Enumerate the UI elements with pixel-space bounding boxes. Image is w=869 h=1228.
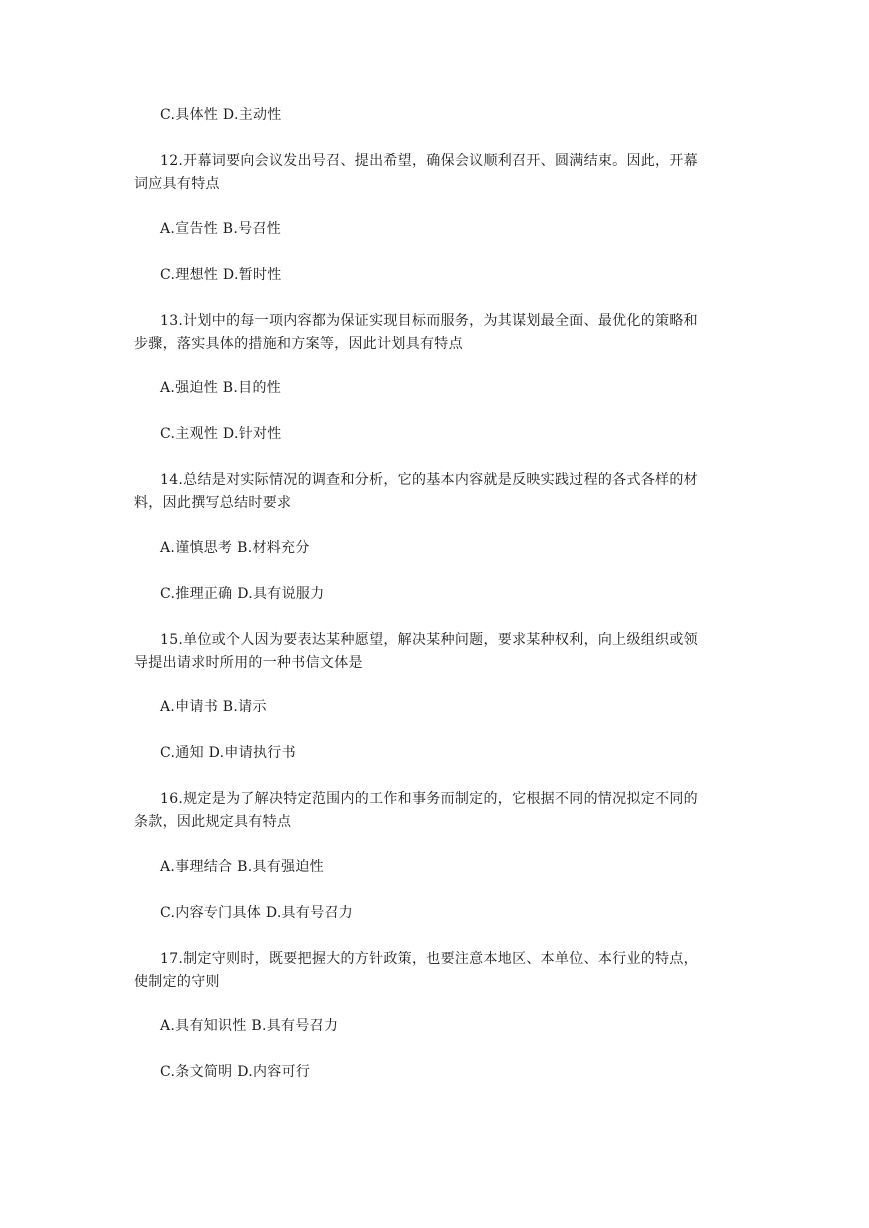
- option-line: C.主观性 D.针对性: [160, 426, 282, 442]
- option-line: A.申请书 B.请示: [160, 699, 267, 715]
- option-line: A.谨慎思考 B.材料充分: [160, 540, 310, 556]
- option-line: C.理想性 D.暂时性: [160, 267, 282, 283]
- option-line: A.宣告性 B.号召性: [160, 221, 282, 237]
- option-line: C.推理正确 D.具有说服力: [160, 586, 325, 602]
- question-stem: 12.开幕词要向会议发出号召、提出希望，确保会议顺利召开、圆满结束。因此，开幕: [160, 153, 698, 169]
- question-stem: 词应具有特点: [134, 176, 220, 192]
- question-stem: 料，因此撰写总结时要求: [134, 495, 292, 511]
- question-stem: 导提出请求时所用的一种书信文体是: [134, 655, 363, 671]
- question-stem: 16.规定是为了解决特定范围内的工作和事务而制定的，它根据不同的情况拟定不同的: [160, 791, 698, 807]
- question-stem: 条款，因此规定具有特点: [134, 814, 292, 830]
- question-stem: 17.制定守则时，既要把握大的方针政策，也要注意本地区、本单位、本行业的特点，: [160, 951, 698, 967]
- question-stem: 14.总结是对实际情况的调查和分析，它的基本内容就是反映实践过程的各式各样的材: [160, 472, 698, 488]
- option-line: C.内容专门具体 D.具有号召力: [160, 905, 354, 921]
- option-line: C.条文简明 D.内容可行: [160, 1064, 311, 1080]
- option-line: A.强迫性 B.目的性: [160, 380, 282, 396]
- option-line: A.具有知识性 B.具有号召力: [160, 1018, 339, 1034]
- question-stem: 13.计划中的每一项内容都为保证实现目标而服务，为其谋划最全面、最优化的策略和: [160, 313, 698, 329]
- option-line: C.具体性 D.主动性: [160, 107, 282, 123]
- option-line: A.事理结合 B.具有强迫性: [160, 859, 324, 875]
- option-line: C.通知 D.申请执行书: [160, 745, 296, 761]
- question-stem: 使制定的守则: [134, 974, 220, 990]
- question-stem: 步骤，落实具体的措施和方案等，因此计划具有特点: [134, 336, 463, 352]
- question-stem: 15.单位或个人因为要表达某种愿望，解决某种问题，要求某种权利，向上级组织或领: [160, 632, 698, 648]
